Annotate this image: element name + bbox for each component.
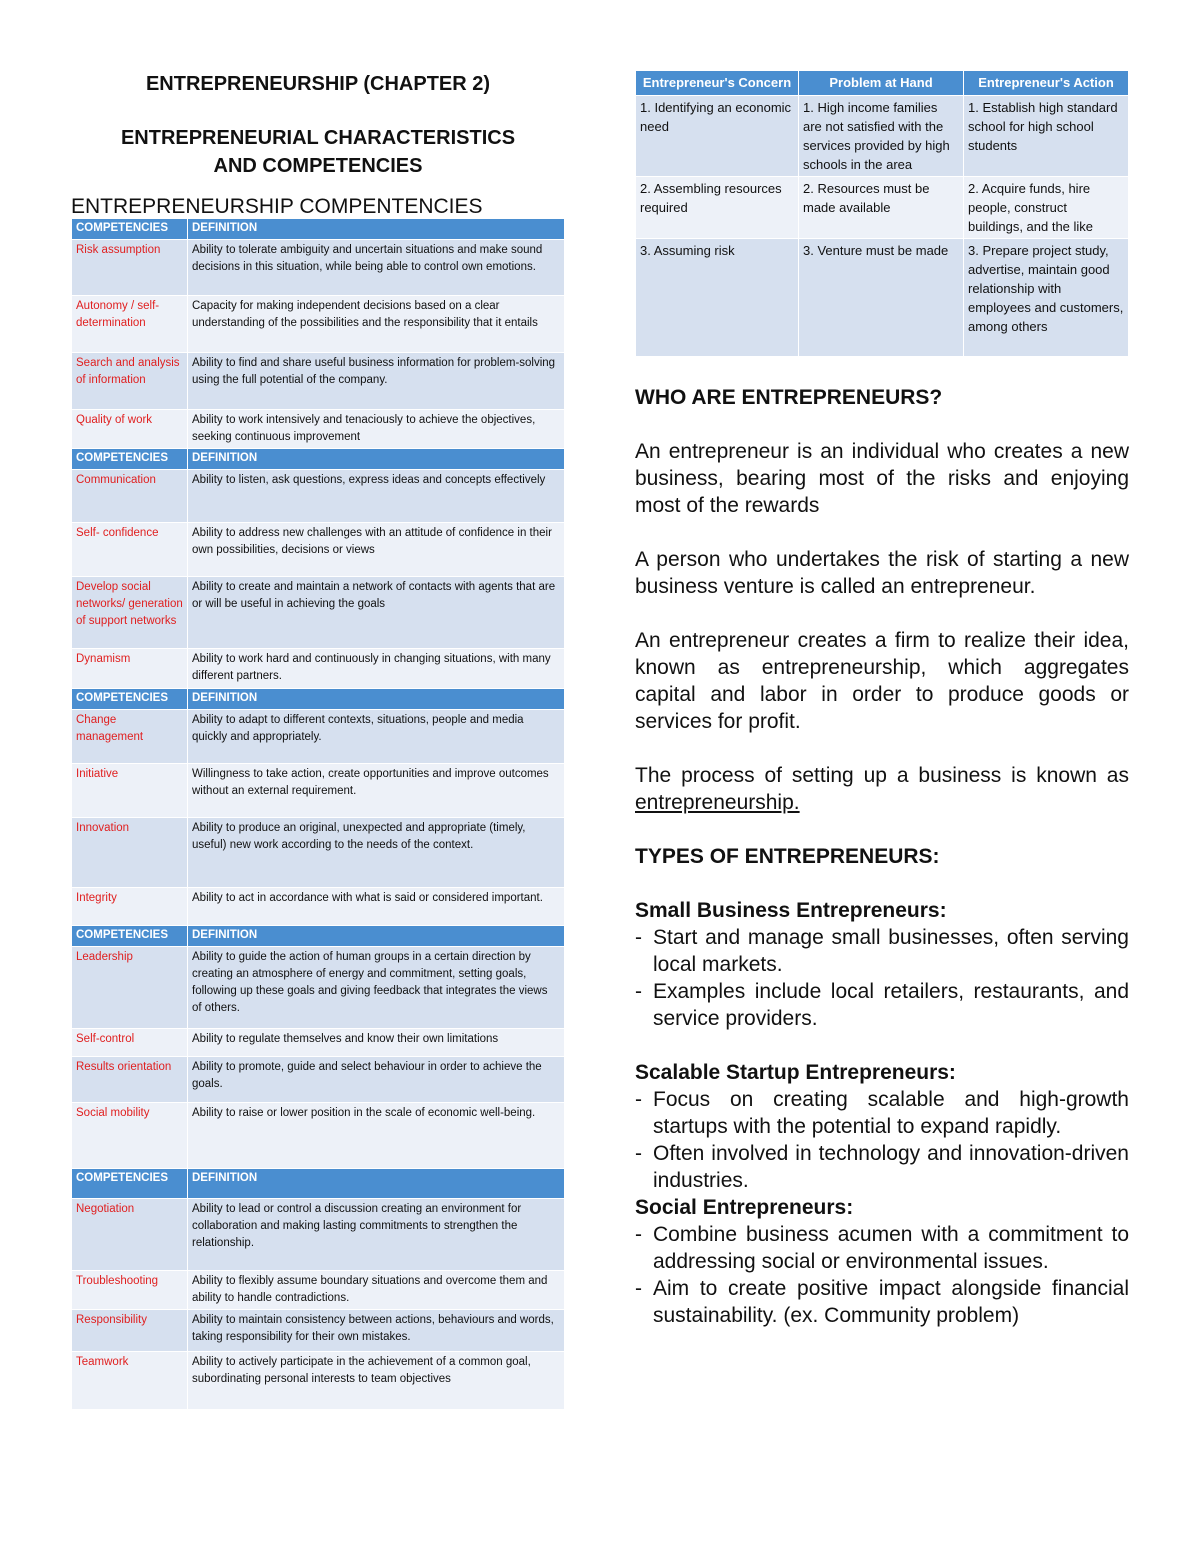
action-row	[636, 96, 1129, 177]
competency-row	[72, 947, 565, 1029]
bullet-item	[635, 1221, 1129, 1275]
competency-row	[72, 1352, 565, 1410]
competency-name: Teamwork	[72, 1352, 188, 1410]
competency-name: Communication	[72, 470, 188, 523]
competency-definition: Ability to maintain consistency between actions, behaviours and words, taking responsibility for their own mistakes.	[188, 1310, 565, 1352]
social-entrepreneurs-heading: Social Entrepreneurs:	[635, 1196, 854, 1219]
competency-definition: Ability to regulate themselves and know their own limitations	[188, 1029, 565, 1057]
definition-paragraph-1: An entrepreneur is an individual who creates a new business, bearing most of the risks and enjoying most of the rewards	[635, 440, 1129, 517]
competency-row	[72, 470, 565, 523]
competencies-header-row	[72, 449, 565, 470]
competency-name: Leadership	[72, 947, 188, 1029]
header-definition: DEFINITION	[188, 219, 565, 240]
competency-definition: Ability to create and maintain a network of contacts with agents that are or will be useful in achieving the goals	[188, 577, 565, 649]
competency-row	[72, 577, 565, 649]
competency-definition: Willingness to take action, create opportunities and improve outcomes without an external requirement.	[188, 764, 565, 818]
competency-definition: Ability to work intensively and tenaciously to achieve the objectives, seeking continuous improvement	[188, 410, 565, 449]
bullet-dash: -	[635, 1277, 642, 1300]
header-competencies: COMPETENCIES	[72, 1169, 188, 1199]
competency-row	[72, 1310, 565, 1352]
bullet-item	[635, 924, 1129, 978]
competency-name: Self- confidence	[72, 523, 188, 577]
competency-row	[72, 888, 565, 926]
competency-name: Social mobility	[72, 1103, 188, 1169]
action-table-header	[636, 71, 1129, 96]
competency-name: Innovation	[72, 818, 188, 888]
bullet-text: Start and manage small businesses, often serving local markets.	[653, 926, 1129, 976]
competency-name: Results orientation	[72, 1057, 188, 1103]
competency-definition: Ability to work hard and continuously in changing situations, with many different partners.	[188, 649, 565, 689]
competency-definition: Ability to produce an original, unexpected and appropriate (timely, useful) new work according to the needs of the context.	[188, 818, 565, 888]
bullet-dash: -	[635, 1142, 642, 1165]
competency-definition: Capacity for making independent decisions based on a clear understanding of the possibilities and the responsibility that it entails	[188, 296, 565, 353]
competency-name: Responsibility	[72, 1310, 188, 1352]
header-problem: Problem at Hand	[799, 71, 964, 96]
action-cell: 1. Establish high standard school for high school students	[964, 96, 1129, 177]
bullet-text: Focus on creating scalable and high-growth startups with the potential to expand rapidly.	[653, 1088, 1129, 1138]
types-heading: TYPES OF ENTREPRENEURS:	[635, 845, 940, 868]
competency-definition: Ability to actively participate in the achievement of a common goal, subordinating personal interests to team objectives	[188, 1352, 565, 1410]
bullet-text: Often involved in technology and innovation-driven industries.	[653, 1142, 1129, 1192]
competency-name: Search and analysis of information	[72, 353, 188, 410]
competency-definition: Ability to address new challenges with an attitude of confidence in their own possibilities, decisions or views	[188, 523, 565, 577]
competency-row	[72, 1103, 565, 1169]
competency-name: Integrity	[72, 888, 188, 926]
header-action: Entrepreneur's Action	[964, 71, 1129, 96]
action-cell: 2. Acquire funds, hire people, construct buildings, and the like	[964, 177, 1129, 239]
section-title-line1: ENTREPRENEURIAL CHARACTERISTICS	[120, 127, 516, 149]
action-row	[636, 177, 1129, 239]
competency-definition: Ability to adapt to different contexts, situations, people and media quickly and appropriately.	[188, 710, 565, 764]
competency-row	[72, 353, 565, 410]
competency-row	[72, 1057, 565, 1103]
competency-row	[72, 818, 565, 888]
competency-definition: Ability to lead or control a discussion creating an environment for collaboration and making lasting commitments to strengthen the relationship.	[188, 1199, 565, 1271]
bullet-dash: -	[635, 926, 642, 949]
problem-cell: 2. Resources must be made available	[799, 177, 964, 239]
entrepreneurship-term: entrepreneurship.	[635, 791, 800, 814]
concern-cell: 2. Assembling resources required	[636, 177, 799, 239]
concern-cell: 3. Assuming risk	[636, 239, 799, 357]
header-definition: DEFINITION	[188, 449, 565, 470]
bullet-text: Examples include local retailers, restaurants, and service providers.	[653, 980, 1129, 1030]
competencies-header-row	[72, 219, 565, 240]
competency-row	[72, 764, 565, 818]
bullet-text: Combine business acumen with a commitment to addressing social or environmental issues.	[653, 1223, 1129, 1273]
competency-row	[72, 296, 565, 353]
competency-definition: Ability to flexibly assume boundary situations and overcome them and ability to handle contradictions.	[188, 1271, 565, 1310]
competencies-header-row	[72, 1169, 565, 1199]
bullet-item	[635, 978, 1129, 1032]
entrepreneur-action-table	[635, 70, 1129, 357]
competency-row	[72, 1029, 565, 1057]
competency-name: Develop social networks/ generation of support networks	[72, 577, 188, 649]
action-row	[636, 239, 1129, 357]
section-title-line2: AND COMPETENCIES	[213, 155, 423, 177]
bullet-item	[635, 1086, 1129, 1140]
left-column	[71, 70, 565, 1410]
header-competencies: COMPETENCIES	[72, 689, 188, 710]
competency-row	[72, 649, 565, 689]
competency-definition: Ability to tolerate ambiguity and uncertain situations and make sound decisions in this situation, while being able to control own emotions.	[188, 240, 565, 296]
entrepreneur-notes	[635, 384, 1129, 1329]
competencies-header-row	[72, 689, 565, 710]
bullet-dash: -	[635, 980, 642, 1003]
small-business-heading: Small Business Entrepreneurs:	[635, 899, 947, 922]
definition-paragraph-3: An entrepreneur creates a firm to realize their idea, known as entrepreneurship, which aggregates capital and labor in order to produce goods or services for profit.	[635, 629, 1129, 733]
competencies-table	[71, 218, 565, 1410]
problem-cell: 3. Venture must be made	[799, 239, 964, 357]
bullet-item	[635, 1140, 1129, 1194]
bullet-dash: -	[635, 1088, 642, 1111]
header-definition: DEFINITION	[188, 1169, 565, 1199]
header-competencies: COMPETENCIES	[72, 219, 188, 240]
problem-cell: 1. High income families are not satisfied with the services provided by high schools in the area	[799, 96, 964, 177]
definition-paragraph-4	[635, 762, 1129, 816]
competency-row	[72, 523, 565, 577]
header-concern: Entrepreneur's Concern	[636, 71, 799, 96]
competencies-label: ENTREPRENEURSHIP COMPENTENCIES	[71, 195, 483, 218]
paragraph-4-text: The process of setting up a business is known as	[635, 764, 1129, 787]
header-competencies: COMPETENCIES	[72, 926, 188, 947]
competency-definition: Ability to find and share useful business information for problem-solving using the full potential of the company.	[188, 353, 565, 410]
header-competencies: COMPETENCIES	[72, 449, 188, 470]
competency-name: Risk assumption	[72, 240, 188, 296]
bullet-dash: -	[635, 1223, 642, 1246]
bullet-item	[635, 1275, 1129, 1329]
competency-definition: Ability to raise or lower position in the scale of economic well-being.	[188, 1103, 565, 1169]
competency-name: Initiative	[72, 764, 188, 818]
competencies-header-row	[72, 926, 565, 947]
scalable-startup-heading: Scalable Startup Entrepreneurs:	[635, 1061, 956, 1084]
concern-cell: 1. Identifying an economic need	[636, 96, 799, 177]
competency-row	[72, 410, 565, 449]
competency-definition: Ability to promote, guide and select behaviour in order to achieve the goals.	[188, 1057, 565, 1103]
competency-definition: Ability to guide the action of human groups in a certain direction by creating an atmosphere of energy and commitment, setting goals, following up these goals and giving feedback that integrates the views of others.	[188, 947, 565, 1029]
competency-name: Autonomy / self-determination	[72, 296, 188, 353]
right-column	[635, 70, 1129, 1329]
competency-row	[72, 240, 565, 296]
header-definition: DEFINITION	[188, 926, 565, 947]
competency-row	[72, 710, 565, 764]
competency-name: Troubleshooting	[72, 1271, 188, 1310]
competency-row	[72, 1271, 565, 1310]
header-definition: DEFINITION	[188, 689, 565, 710]
competency-name: Change management	[72, 710, 188, 764]
bullet-text: Aim to create positive impact alongside financial sustainability. (ex. Community problem)	[653, 1277, 1129, 1327]
competency-definition: Ability to act in accordance with what is said or considered important.	[188, 888, 565, 926]
competency-name: Negotiation	[72, 1199, 188, 1271]
competency-row	[72, 1199, 565, 1271]
who-heading: WHO ARE ENTREPRENEURS?	[635, 386, 943, 409]
definition-paragraph-2: A person who undertakes the risk of starting a new business venture is called an entrepreneur.	[635, 548, 1129, 598]
chapter-title: ENTREPRENEURSHIP (CHAPTER 2)	[145, 73, 491, 95]
competency-name: Dynamism	[72, 649, 188, 689]
competency-name: Quality of work	[72, 410, 188, 449]
competency-definition: Ability to listen, ask questions, express ideas and concepts effectively	[188, 470, 565, 523]
competency-name: Self-control	[72, 1029, 188, 1057]
action-cell: 3. Prepare project study, advertise, maintain good relationship with employees and customers, among others	[964, 239, 1129, 357]
